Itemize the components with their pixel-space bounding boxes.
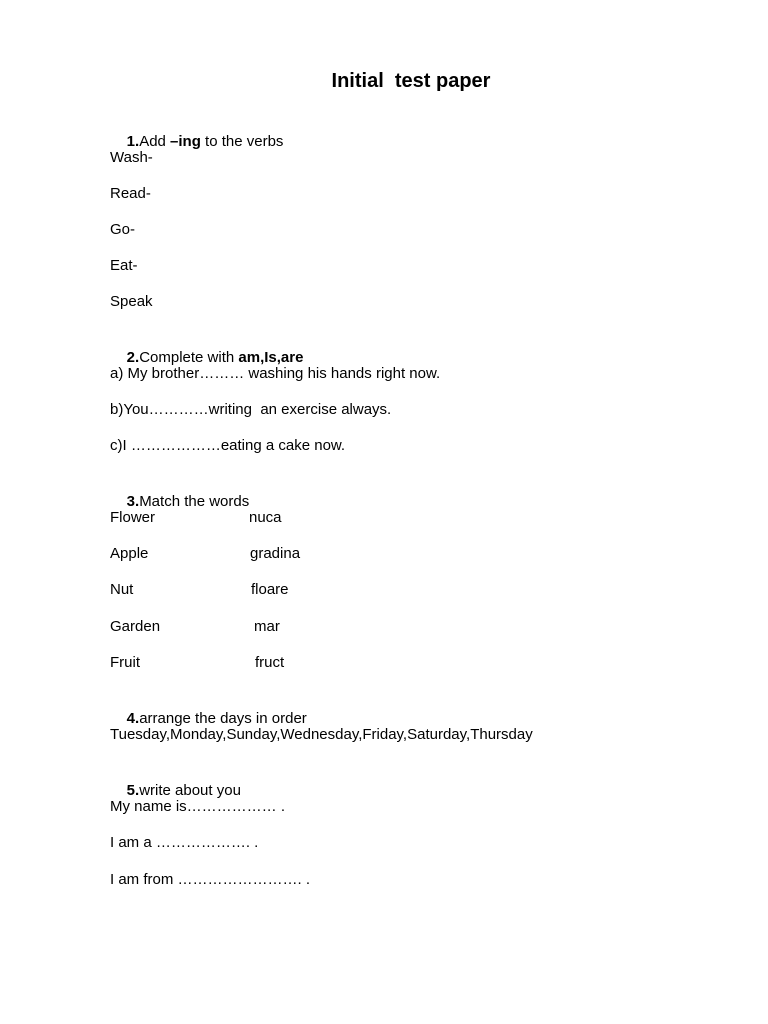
- verb-item: Read-: [110, 185, 151, 202]
- question-2: [110, 328, 304, 366]
- match-word-right: nuca: [249, 509, 282, 526]
- match-word-left: Flower: [110, 509, 156, 526]
- match-word-right: gradina: [250, 545, 301, 562]
- question-number: 4.: [126, 710, 140, 727]
- question-number: 5.: [126, 782, 140, 799]
- question-text: arrange the days in order: [139, 710, 307, 727]
- question-text: write about you: [139, 782, 241, 799]
- verb-item: Go-: [110, 221, 136, 238]
- question-1: [110, 112, 284, 150]
- question-number: 2.: [126, 349, 140, 366]
- match-word-left: Apple: [110, 545, 149, 562]
- days-list: Tuesday,Monday,Sunday,Wednesday,Friday,Saturday,Thursday: [110, 726, 533, 743]
- verb-item: Wash-: [110, 149, 153, 166]
- verb-item: Speak: [110, 293, 153, 310]
- question-number: 3.: [126, 493, 140, 510]
- about-you-item: I am from ……………………. .: [110, 871, 311, 888]
- question-keyword: am,Is,are: [238, 349, 304, 366]
- question-number: 1.: [126, 133, 140, 150]
- question-5: [110, 761, 241, 799]
- question-text: Match the words: [139, 493, 250, 510]
- question-text: to the verbs: [200, 133, 284, 150]
- sentence-item: b)You…………writing an exercise always.: [110, 401, 392, 418]
- match-word-left: Garden: [110, 618, 161, 635]
- match-word-left: Nut: [110, 581, 134, 598]
- sentence-item: a) My brother……… washing his hands right now.: [110, 365, 441, 382]
- question-3: [110, 472, 250, 510]
- about-you-item: My name is……………… .: [110, 798, 286, 815]
- question-text: Add: [139, 133, 171, 150]
- about-you-item: I am a ………………. .: [110, 834, 259, 851]
- match-word-left: Fruit: [110, 654, 140, 671]
- question-4: [110, 689, 307, 727]
- question-text: Complete with: [139, 349, 239, 366]
- question-keyword: –ing: [170, 133, 201, 150]
- verb-item: Eat-: [110, 257, 138, 274]
- page-title: Initial test paper: [331, 70, 491, 92]
- match-word-right: floare: [251, 581, 289, 598]
- sentence-item: c)I ………………eating a cake now.: [110, 437, 346, 454]
- match-word-right: mar: [254, 618, 280, 635]
- match-word-right: fruct: [255, 654, 285, 671]
